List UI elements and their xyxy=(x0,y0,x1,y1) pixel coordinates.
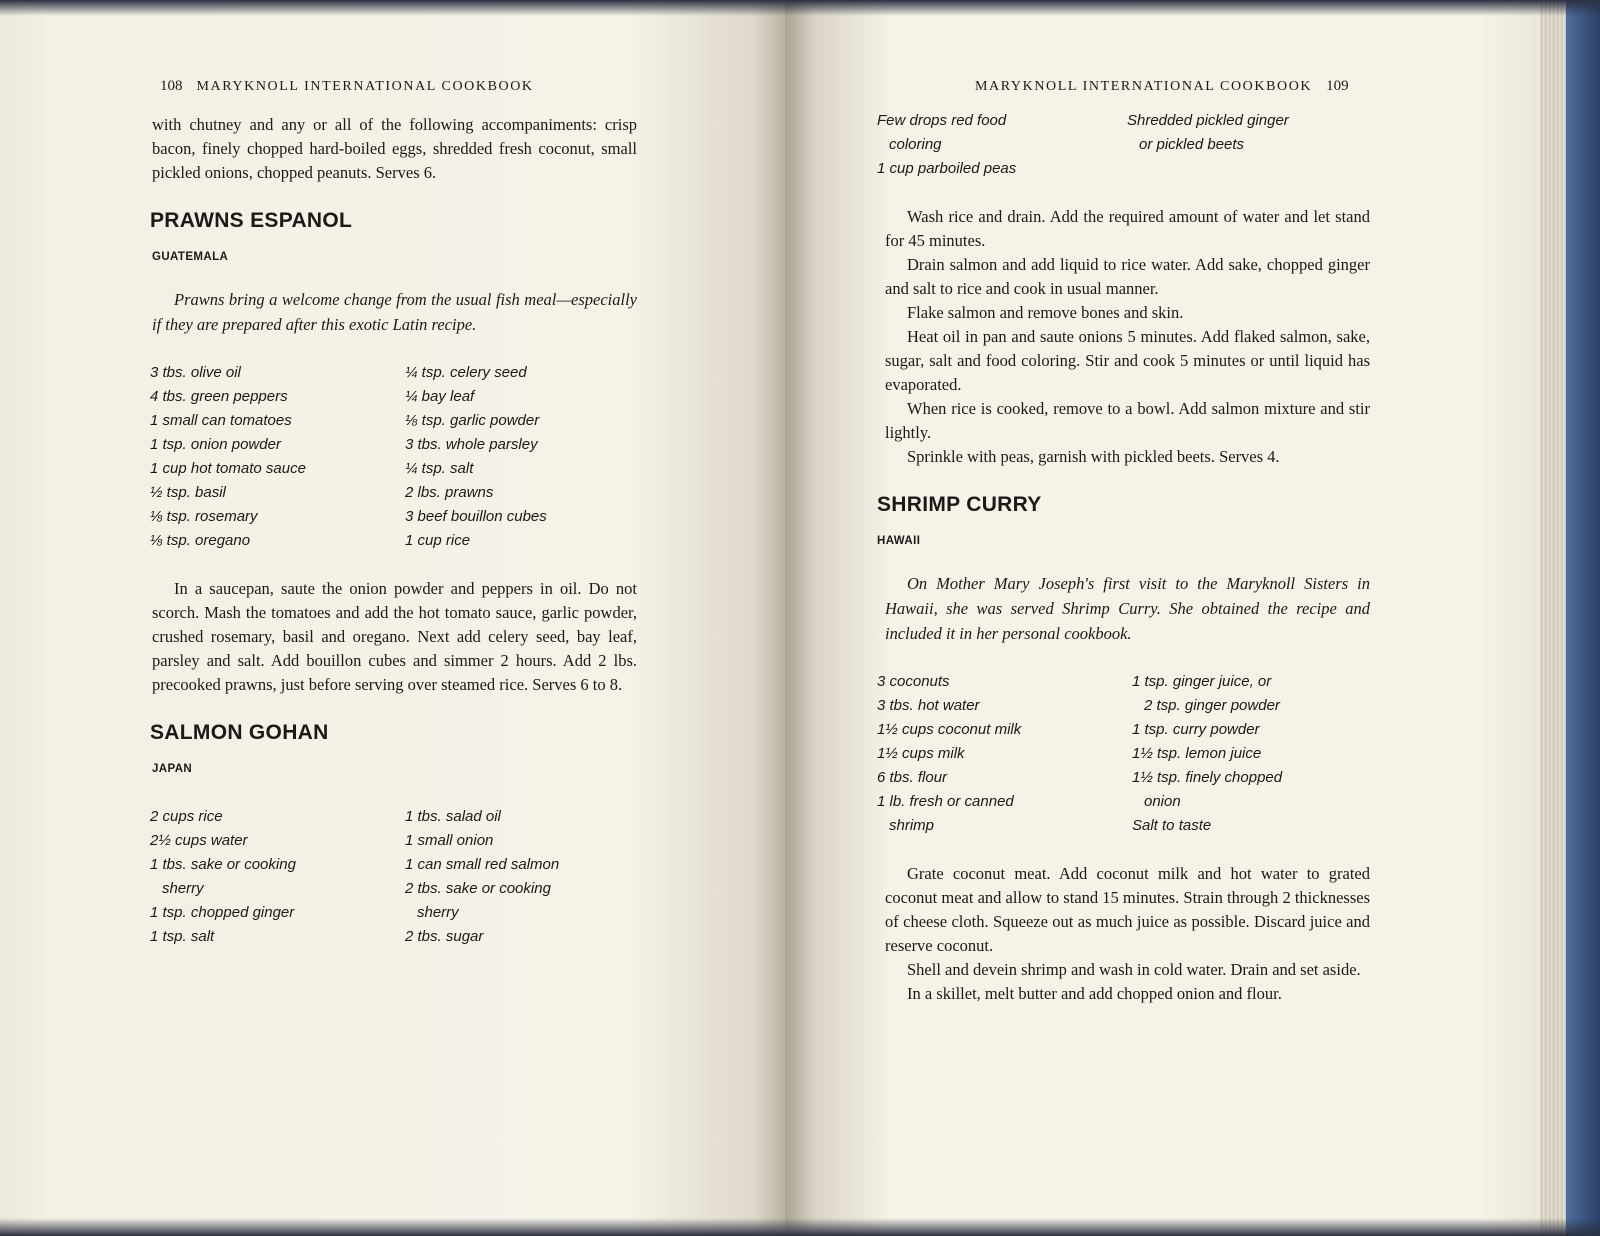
recipe-title-salmon: SALMON GOHAN xyxy=(150,721,329,744)
ingredient: or pickled beets xyxy=(1139,136,1245,153)
ingredient: 2 tsp. ginger powder xyxy=(1144,697,1280,714)
ingredient: 1 tsp. chopped ginger xyxy=(150,904,295,921)
ingredient: 2 cups rice xyxy=(150,808,223,825)
ingredient: 1 tsp. onion powder xyxy=(150,436,281,453)
recipe-directions-salmon: Wash rice and drain. Add the required amount of water and let stand for 45 minutes. xyxy=(885,207,1370,250)
ingredients-salmon xyxy=(150,805,785,949)
ingredient: 3 beef bouillon cubes xyxy=(405,508,547,525)
recipe-directions-shrimp: Shell and devein shrimp and wash in cold water. Drain and set aside. xyxy=(907,960,1361,979)
ingredients-column-2 xyxy=(405,361,547,553)
ingredient: ¼ tsp. celery seed xyxy=(405,364,527,381)
recipe-title-prawns: PRAWNS ESPANOL xyxy=(150,209,353,232)
page-number-left: 108 xyxy=(160,78,183,94)
ingredient: sherry xyxy=(417,904,459,921)
ingredient: 6 tbs. flour xyxy=(877,769,948,786)
ingredients-salmon-continued xyxy=(877,109,1540,181)
ingredient: ¼ bay leaf xyxy=(405,388,475,405)
ingredient: 3 tbs. whole parsley xyxy=(405,436,538,453)
ingredient: coloring xyxy=(889,136,942,153)
ingredient: Shredded pickled ginger xyxy=(1127,112,1289,129)
ingredients-prawns xyxy=(150,361,785,553)
ingredient: 1 small can tomatoes xyxy=(150,412,292,429)
recipe-intro-prawns: Prawns bring a welcome change from the usual fish meal—especially if they are prepared after this exotic Latin recipe. xyxy=(152,290,637,334)
recipe-directions-salmon: Sprinkle with peas, garnish with pickled beets. Serves 4. xyxy=(907,447,1280,466)
ingredient: 1 tsp. curry powder xyxy=(1132,721,1260,738)
ingredient: 1 tbs. sake or cooking xyxy=(150,856,296,873)
ingredients-column-2 xyxy=(1132,670,1282,838)
top-shadow xyxy=(0,0,1600,16)
ingredient: 3 tbs. olive oil xyxy=(150,364,241,381)
ingredient: 1 tsp. salt xyxy=(150,928,215,945)
recipe-country-salmon: JAPAN xyxy=(152,763,193,775)
right-page xyxy=(785,0,1540,1236)
ingredient: 1 tbs. salad oil xyxy=(405,808,501,825)
ingredients-column-1 xyxy=(877,109,1127,181)
ingredient: 3 coconuts xyxy=(877,673,950,690)
ingredients-shrimp xyxy=(877,670,1540,838)
recipe-directions-salmon: When rice is cooked, remove to a bowl. Add salmon mixture and stir lightly. xyxy=(885,399,1370,442)
ingredients-column-2 xyxy=(1127,109,1289,181)
continuation-text: with chutney and any or all of the following accompaniments: crisp bacon, finely chopped hard-boiled eggs, shredded fresh coconut, small pickled onions, chopped peanuts. Serves 6. xyxy=(152,115,637,182)
ingredients-column-1 xyxy=(877,670,1132,838)
recipe-intro-shrimp: On Mother Mary Joseph's first visit to the Maryknoll Sisters in Hawaii, she was served Shrimp Curry. She obtained the recipe and included it in her personal cookbook. xyxy=(885,574,1370,643)
recipe-directions-salmon: Heat oil in pan and saute onions 5 minutes. Add flaked salmon, sake, sugar, salt and food coloring. Stir and cook 5 minutes or until liquid has evaporated. xyxy=(885,327,1370,394)
ingredients-column-2 xyxy=(405,805,559,949)
ingredient: 3 tbs. hot water xyxy=(877,697,980,714)
ingredient: ½ tsp. basil xyxy=(150,484,226,501)
recipe-directions-salmon: Drain salmon and add liquid to rice water. Add sake, chopped ginger and salt to rice and cook in usual manner. xyxy=(885,255,1370,298)
recipe-title-shrimp: SHRIMP CURRY xyxy=(877,493,1042,516)
page-edges xyxy=(1540,0,1600,1236)
ingredient: 1 cup parboiled peas xyxy=(877,160,1017,177)
ingredient: ⅛ tsp. rosemary xyxy=(150,508,258,525)
ingredient: 1½ cups milk xyxy=(877,745,965,762)
book-title-right: MARYKNOLL INTERNATIONAL COOKBOOK xyxy=(975,79,1313,94)
recipe-directions-salmon: Flake salmon and remove bones and skin. xyxy=(907,303,1184,322)
ingredient: 2 lbs. prawns xyxy=(405,484,494,501)
ingredient: shrimp xyxy=(889,817,935,834)
ingredient: 4 tbs. green peppers xyxy=(150,388,288,405)
ingredients-column-1 xyxy=(150,361,405,553)
ingredient: 1½ tsp. lemon juice xyxy=(1132,745,1262,762)
ingredient: 2 tbs. sugar xyxy=(405,928,484,945)
ingredient: 1 small onion xyxy=(405,832,494,849)
ingredient: 1½ cups coconut milk xyxy=(877,721,1022,738)
recipe-directions-shrimp: In a skillet, melt butter and add chopped onion and flour. xyxy=(907,984,1282,1003)
ingredient: 1 lb. fresh or canned xyxy=(877,793,1014,810)
ingredient: 1½ tsp. finely chopped xyxy=(1132,769,1283,786)
recipe-directions-prawns: In a saucepan, saute the onion powder and peppers in oil. Do not scorch. Mash the tomatoes and add the hot tomato sauce, garlic powder, crushed rosemary, basil and oregano. Next add celery seed, bay leaf, parsley and salt. Add bouillon cubes and simmer 2 hours. Add 2 lbs. precooked prawns, just before serving over steamed rice. Serves 6 to 8. xyxy=(152,579,637,694)
ingredient: Salt to taste xyxy=(1132,817,1212,834)
book-title-left: MARYKNOLL INTERNATIONAL COOKBOOK xyxy=(196,79,534,94)
recipe-directions-shrimp: Grate coconut meat. Add coconut milk and hot water to grated coconut meat and allow to stand 15 minutes. Strain through 2 thicknesses of cheese cloth. Squeeze out as much juice as possible. Discard juice and reserve coconut. xyxy=(885,864,1370,955)
ingredient: sherry xyxy=(162,880,204,897)
ingredient: 1 tsp. ginger juice, or xyxy=(1132,673,1272,690)
ingredient: Few drops red food xyxy=(877,112,1007,129)
ingredient: 2 tbs. sake or cooking xyxy=(405,880,551,897)
ingredient: 1 cup hot tomato sauce xyxy=(150,460,306,477)
ingredient: ⅛ tsp. oregano xyxy=(150,532,251,549)
ingredient: 1 cup rice xyxy=(405,532,471,549)
recipe-country-prawns: GUATEMALA xyxy=(152,251,229,263)
page-number-right: 109 xyxy=(1326,78,1349,94)
running-head-left xyxy=(160,78,785,95)
running-head-right xyxy=(975,78,1540,95)
ingredients-column-1 xyxy=(150,805,405,949)
bottom-shadow xyxy=(0,1218,1600,1236)
recipe-country-shrimp: HAWAII xyxy=(877,535,921,547)
ingredient: ¼ tsp. salt xyxy=(405,460,474,477)
ingredient: 1 can small red salmon xyxy=(405,856,560,873)
ingredient: onion xyxy=(1144,793,1181,810)
ingredient: 2½ cups water xyxy=(150,832,248,849)
ingredient: ⅛ tsp. garlic powder xyxy=(405,412,540,429)
left-page xyxy=(0,0,785,1236)
